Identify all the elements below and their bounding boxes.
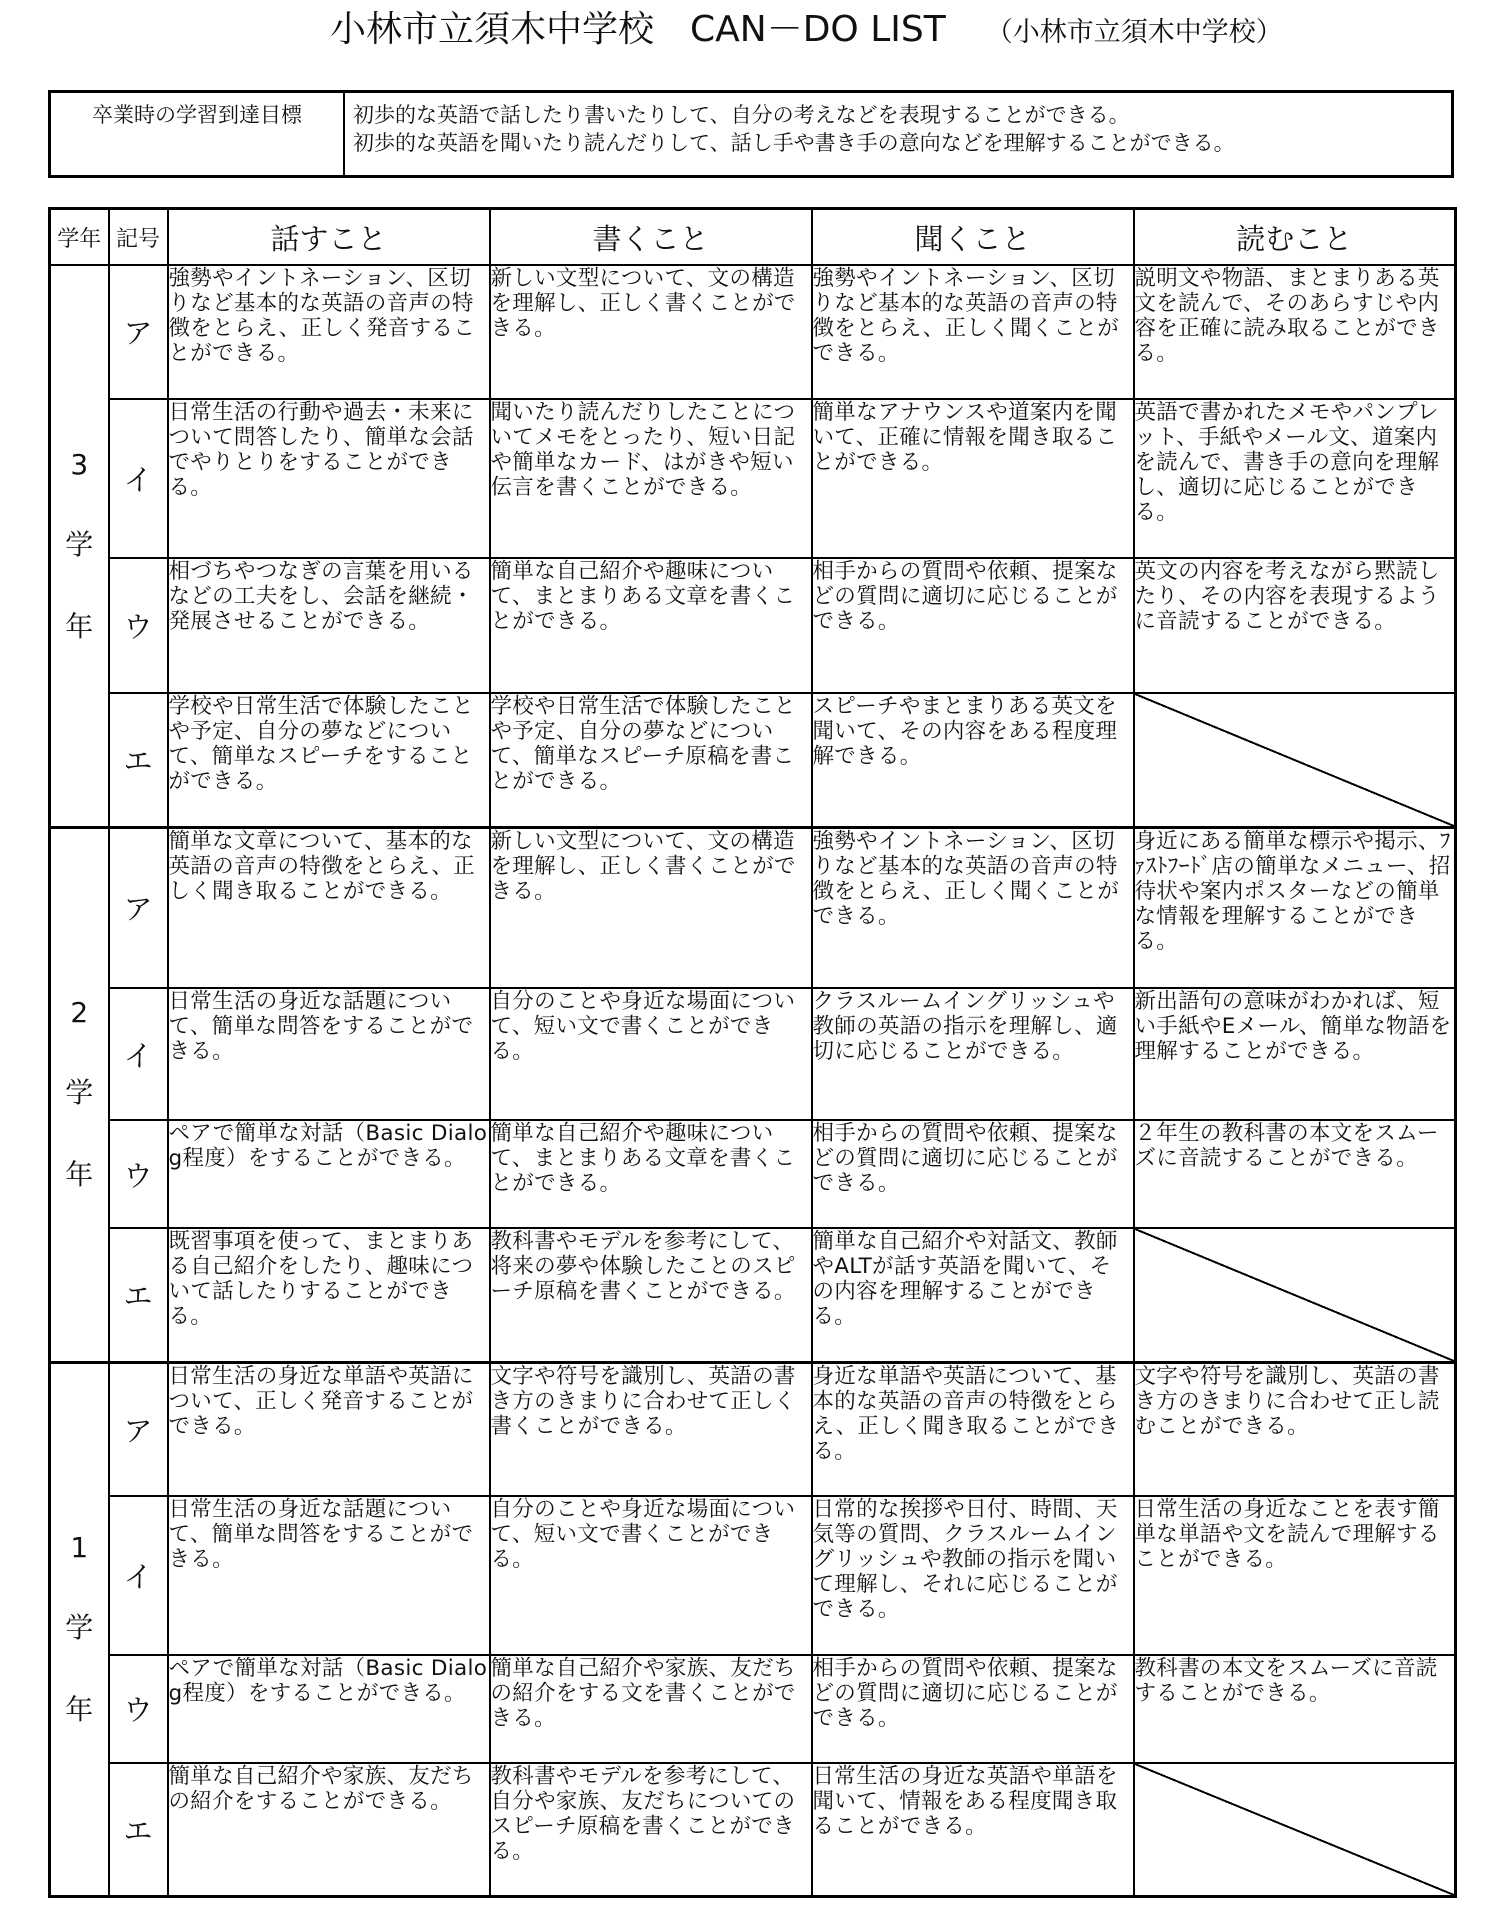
cell-writing: 教科書やモデルを参考にして、自分や家族、友だちについてのスピーチ原稿を書くことができる。 <box>490 1763 812 1897</box>
goal-label: 卒業時の学習到達目標 <box>50 92 345 177</box>
table-row <box>50 1496 1456 1655</box>
grade-2-label <box>50 828 109 1362</box>
cell-listening: 相手からの質問や依頼、提案などの質問に適切に応じることができる。 <box>812 1655 1134 1763</box>
header-listening: 聞くこと <box>812 209 1134 266</box>
cell-speaking: 学校や日常生活で体験したことや予定、自分の夢などについて、簡単なスピーチをすることができる。 <box>168 693 490 828</box>
cell-listening: 日常生活の身近な英語や単語を聞いて、情報をある程度聞き取ることができる。 <box>812 1763 1134 1897</box>
grade-1-label <box>50 1362 109 1897</box>
cell-writing: 文字や符号を識別し、英語の書き方のきまりに合わせて正しく書くことができる。 <box>490 1362 812 1496</box>
grade-number: 2 <box>70 996 89 1030</box>
table-row <box>50 399 1456 558</box>
table-row <box>50 1228 1456 1362</box>
cell-reading: 文字や符号を識別し、英語の書き方のきまりに合わせて正し読むことができる。 <box>1134 1362 1456 1496</box>
cell-speaking: ペアで簡単な対話（Basic Dialog程度）をすることができる。 <box>168 1655 490 1763</box>
grade-char-nen: 年 <box>65 609 94 643</box>
row-code: イ <box>109 399 168 558</box>
cell-listening: スピーチやまとまりある英文を聞いて、その内容をある程度理解できる。 <box>812 693 1134 828</box>
cell-listening: 相手からの質問や依頼、提案などの質問に適切に応じることができる。 <box>812 558 1134 693</box>
cell-reading: 新出語句の意味がわかれば、短い手紙やEメール、簡単な物語を理解することができる。 <box>1134 988 1456 1121</box>
cell-speaking: 日常生活の身近な話題について、簡単な問答をすることができる。 <box>168 988 490 1121</box>
header-reading: 読むこと <box>1134 209 1456 266</box>
cell-speaking: 日常生活の身近な単語や英語について、正しく発音することができる。 <box>168 1362 490 1496</box>
table-row <box>50 265 1456 399</box>
cell-reading: 教科書の本文をスムーズに音読することができる。 <box>1134 1655 1456 1763</box>
cell-speaking: 簡単な文章について、基本的な英語の音声の特徴をとらえ、正しく聞き取ることができる。 <box>168 828 490 988</box>
table-row <box>50 1763 1456 1897</box>
cell-listening: 簡単な自己紹介や対話文、教師やALTが話す英語を聞いて、その内容を理解することができる。 <box>812 1228 1134 1362</box>
cell-reading: ２年生の教科書の本文をスムーズに音読することができる。 <box>1134 1120 1456 1228</box>
cell-reading: 身近にある簡単な標示や掲示、ﾌｧｽﾄﾌｰﾄﾞ店の簡単なメニュー、招待状や案内ポスターなどの簡単な情報を理解することができる。 <box>1134 828 1456 988</box>
goal-text <box>344 92 1453 177</box>
header-grade: 学年 <box>50 209 109 266</box>
table-row <box>50 988 1456 1121</box>
row-code: ウ <box>109 1655 168 1763</box>
table-row <box>50 558 1456 693</box>
cell-writing: 聞いたり読んだりしたことについてメモをとったり、短い日記や簡単なカード、はがきや短い伝言を書くことができる。 <box>490 399 812 558</box>
cell-speaking: 日常生活の身近な話題について、簡単な問答をすることができる。 <box>168 1496 490 1655</box>
row-code: ア <box>109 265 168 399</box>
row-code: エ <box>109 693 168 828</box>
table-row <box>50 1120 1456 1228</box>
cell-writing: 自分のことや身近な場面について、短い文で書くことができる。 <box>490 1496 812 1655</box>
cell-reading: 日常生活の身近なことを表す簡単な単語や文を読んで理解することができる。 <box>1134 1496 1456 1655</box>
row-code: ウ <box>109 558 168 693</box>
row-code: イ <box>109 1496 168 1655</box>
grade-number: 3 <box>70 447 89 481</box>
cell-speaking: 簡単な自己紹介や家族、友だちの紹介をすることができる。 <box>168 1763 490 1897</box>
can-do-table <box>48 207 1457 1898</box>
grade-number: 1 <box>70 1530 89 1564</box>
cell-reading: 英文の内容を考えながら黙読したり、その内容を表現するように音読することができる。 <box>1134 558 1456 693</box>
cell-listening: 日常的な挨拶や日付、時間、天気等の質問、クラスルームイングリッシュや教師の指示を聞いて理解し、それに応じることができる。 <box>812 1496 1134 1655</box>
row-code: エ <box>109 1763 168 1897</box>
cell-reading: 英語で書かれたメモやパンプレット、手紙やメール文、道案内を読んで、書き手の意向を理解し、適切に応じることができる。 <box>1134 399 1456 558</box>
page-title <box>330 6 1490 54</box>
cell-listening: 身近な単語や英語について、基本的な英語の音声の特徴をとらえ、正しく聞き取ることができる。 <box>812 1362 1134 1496</box>
cell-listening: 強勢やイントネーション、区切りなど基本的な英語の音声の特徴をとらえ、正しく聞くことができる。 <box>812 265 1134 399</box>
grade-char-gaku: 学 <box>65 527 94 561</box>
row-code: ア <box>109 828 168 988</box>
cell-writing: 新しい文型について、文の構造を理解し、正しく書くことができる。 <box>490 265 812 399</box>
table-row <box>50 1655 1456 1763</box>
table-row <box>50 1362 1456 1496</box>
cell-listening: クラスルームイングリッシュや教師の英語の指示を理解し、適切に応じることができる。 <box>812 988 1134 1121</box>
cell-writing: 簡単な自己紹介や家族、友だちの紹介をする文を書くことができる。 <box>490 1655 812 1763</box>
cell-listening: 相手からの質問や依頼、提案などの質問に適切に応じることができる。 <box>812 1120 1134 1228</box>
title-school: （小林市立須木中学校） <box>985 17 1283 48</box>
cell-speaking: 日常生活の行動や過去・未来について問答したり、簡単な会話でやりとりをすることができる。 <box>168 399 490 558</box>
row-code: ア <box>109 1362 168 1496</box>
row-code: イ <box>109 988 168 1121</box>
goal-line-1: 初歩的な英語で話したり書いたりして、自分の考えなどを表現することができる。 <box>353 103 1130 127</box>
cell-writing: 新しい文型について、文の構造を理解し、正しく書くことができる。 <box>490 828 812 988</box>
cell-writing: 簡単な自己紹介や趣味について、まとまりある文章を書くことができる。 <box>490 558 812 693</box>
table-row <box>50 693 1456 828</box>
cell-writing: 学校や日常生活で体験したことや予定、自分の夢などについて、簡単なスピーチ原稿を書ことができる。 <box>490 693 812 828</box>
table-row <box>50 828 1456 988</box>
cell-writing: 簡単な自己紹介や趣味について、まとまりある文章を書くことができる。 <box>490 1120 812 1228</box>
header-speaking: 話すこと <box>168 209 490 266</box>
cell-speaking: 強勢やイントネーション、区切りなど基本的な英語の音声の特徴をとらえ、正しく発音することができる。 <box>168 265 490 399</box>
graduation-goal-box <box>48 90 1454 178</box>
cell-speaking: 既習事項を使って、まとまりある自己紹介をしたり、趣味について話したりすることができる。 <box>168 1228 490 1362</box>
header-code: 記号 <box>109 209 168 266</box>
cell-reading: 説明文や物語、まとまりある英文を読んで、そのあらすじや内容を正確に読み取ることができる。 <box>1134 265 1456 399</box>
grade-char-nen: 年 <box>65 1158 94 1192</box>
cell-listening: 簡単なアナウンスや道案内を聞いて、正確に情報を聞き取ることができる。 <box>812 399 1134 558</box>
grade-char-gaku: 学 <box>65 1610 94 1644</box>
grade-char-nen: 年 <box>65 1692 94 1726</box>
title-main: 小林市立須木中学校 CAN－DO LIST <box>330 9 946 50</box>
cell-writing: 教科書やモデルを参考にして、将来の夢や体験したことのスピーチ原稿を書くことができる。 <box>490 1228 812 1362</box>
cell-reading-empty <box>1134 693 1456 828</box>
row-code: エ <box>109 1228 168 1362</box>
grade-3-label <box>50 265 109 828</box>
header-writing: 書くこと <box>490 209 812 266</box>
cell-listening: 強勢やイントネーション、区切りなど基本的な英語の音声の特徴をとらえ、正しく聞くことができる。 <box>812 828 1134 988</box>
goal-line-2: 初歩的な英語を聞いたり読んだりして、話し手や書き手の意向などを理解することができる。 <box>353 131 1235 155</box>
row-code: ウ <box>109 1120 168 1228</box>
grade-char-gaku: 学 <box>65 1076 94 1110</box>
cell-speaking: ペアで簡単な対話（Basic Dialog程度）をすることができる。 <box>168 1120 490 1228</box>
cell-reading-empty <box>1134 1228 1456 1362</box>
cell-speaking: 相づちやつなぎの言葉を用いるなどの工夫をし、会話を継続・発展させることができる。 <box>168 558 490 693</box>
cell-writing: 自分のことや身近な場面について、短い文で書くことができる。 <box>490 988 812 1121</box>
table-header-row <box>50 209 1456 266</box>
cell-reading-empty <box>1134 1763 1456 1897</box>
